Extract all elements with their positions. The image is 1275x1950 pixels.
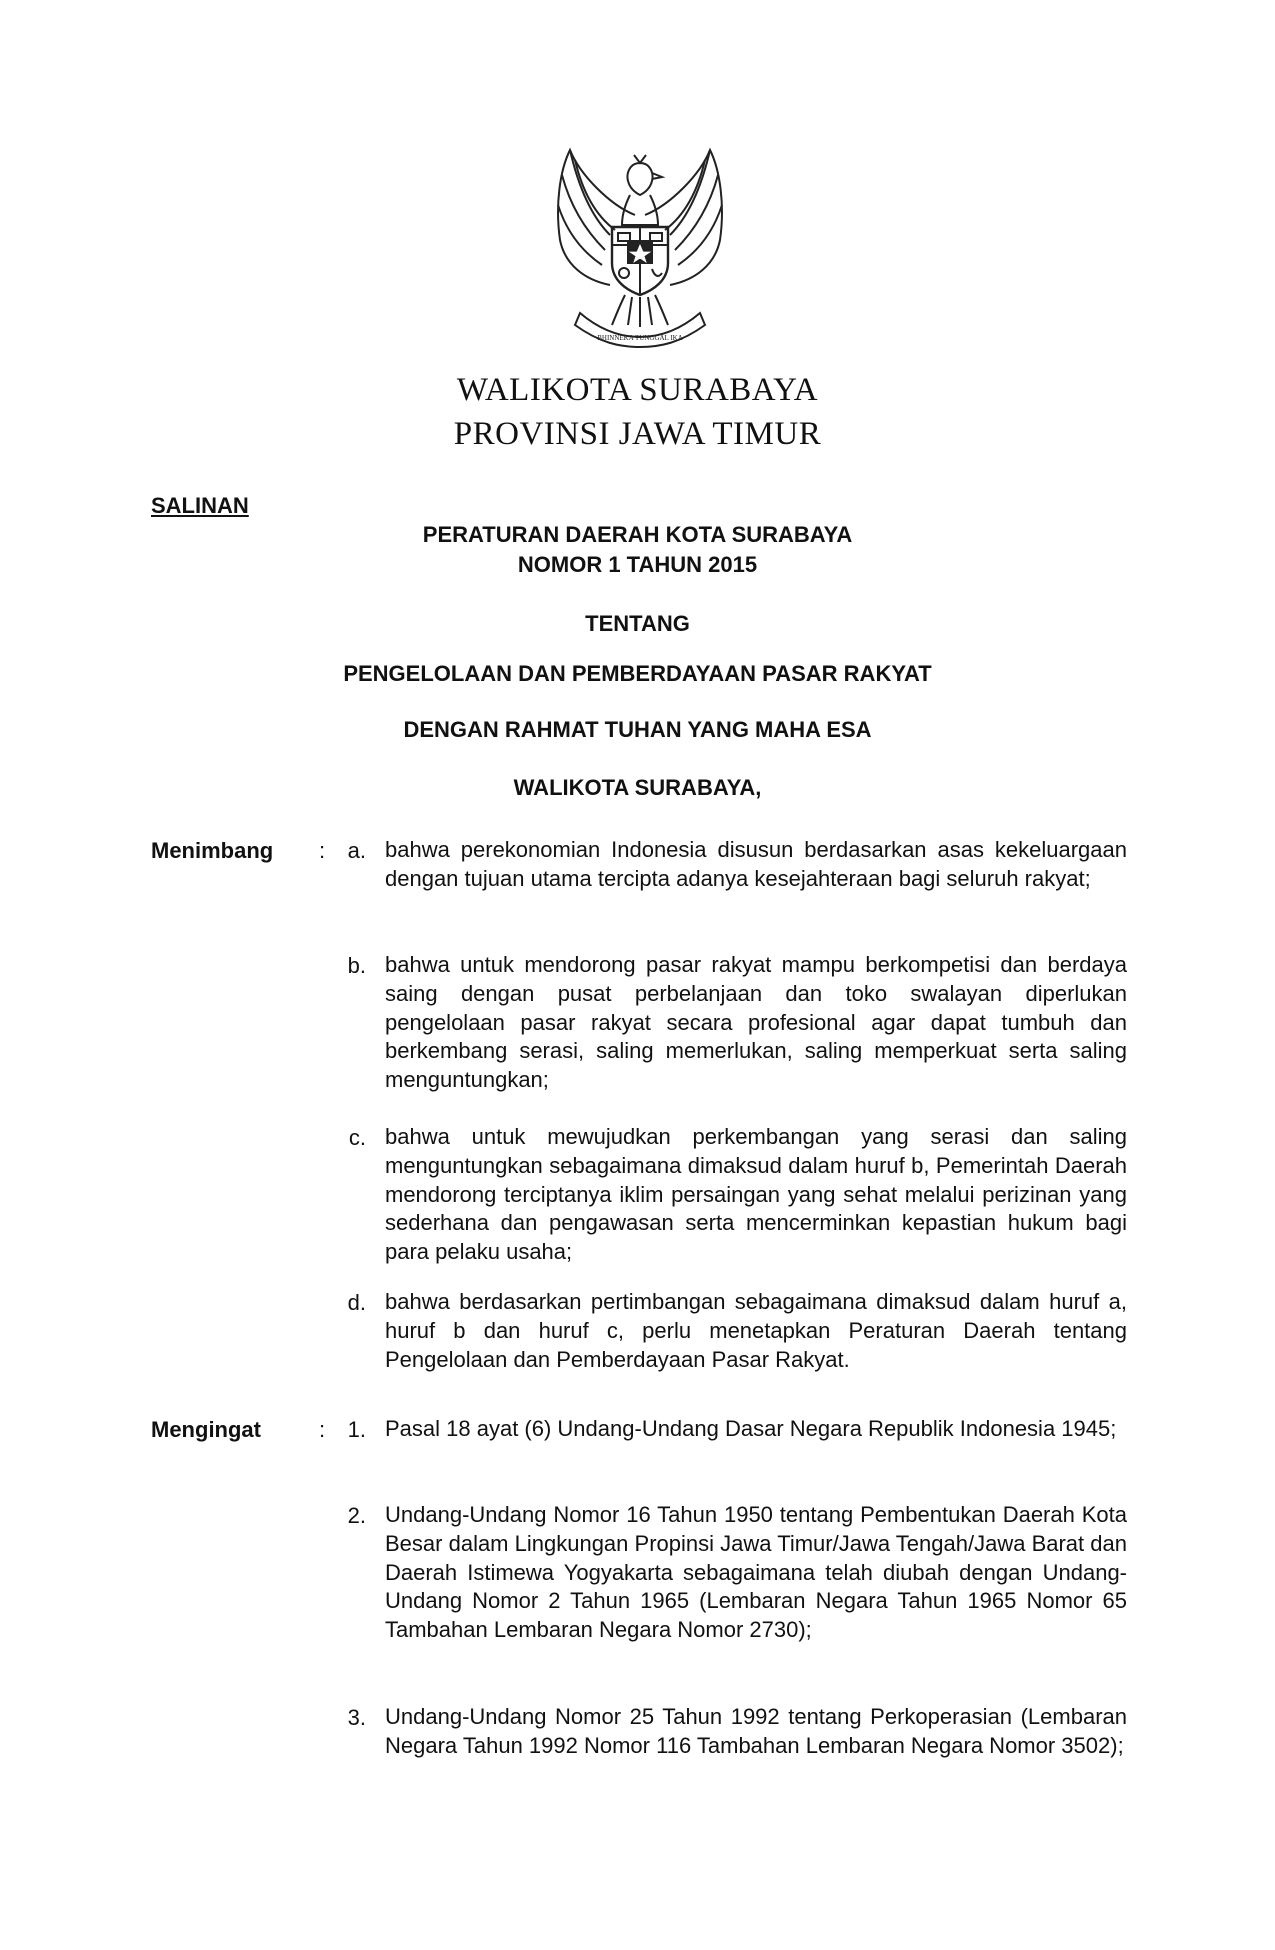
walikota-line: WALIKOTA SURABAYA, bbox=[513, 775, 762, 800]
tentang-label: TENTANG bbox=[585, 611, 690, 636]
menimbang-item-a: bahwa perekonomian Indonesia disusun berdasarkan asas kekeluargaan dengan tujuan utama tercipta adanya kesejahteraan bagi seluruh rakyat; bbox=[385, 837, 1127, 891]
menimbang-marker-c: c. bbox=[348, 1125, 366, 1150]
garuda-emblem-icon bbox=[540, 145, 740, 350]
header-subtitle: PROVINSI JAWA TIMUR bbox=[453, 416, 822, 452]
menimbang-item-c: bahwa untuk mewujudkan perkembangan yang serasi dan saling menguntungkan sebagaimana dimaksud dalam huruf b, Pemerintah Daerah mendorong terciptanya iklim persaingan yang sehat melalui perizinan yang sederhana dan pengawasan serta mencerminkan kepastian hukum bagi para pelaku usaha; bbox=[385, 1124, 1127, 1265]
mengingat-label: Mengingat bbox=[151, 1417, 261, 1442]
salinan-label: SALINAN bbox=[151, 493, 249, 518]
menimbang-marker-b: b. bbox=[347, 953, 366, 978]
menimbang-item-b: bahwa untuk mendorong pasar rakyat mampu berkompetisi dan berdaya saing dengan pusat perbelanjaan dan toko swalayan diperlukan pengelolaan pasar rakyat secara profesional agar dapat tumbuh dan berkembang serasi, saling memerlukan, saling memperkuat serta saling menguntungkan; bbox=[385, 952, 1127, 1093]
rahmat-line: DENGAN RAHMAT TUHAN YANG MAHA ESA bbox=[403, 717, 872, 742]
svg-text:BHINNEKA TUNGGAL IKA: BHINNEKA TUNGGAL IKA bbox=[597, 334, 683, 342]
mengingat-item-3: Undang-Undang Nomor 25 Tahun 1992 tentang Perkoperasian (Lembaran Negara Tahun 1992 Nomor 116 Tambahan Lembaran Negara Nomor 3502); bbox=[385, 1704, 1127, 1758]
mengingat-item-2: Undang-Undang Nomor 16 Tahun 1950 tentang Pembentukan Daerah Kota Besar dalam Lingkungan Propinsi Jawa Timur/Jawa Tengah/Jawa Barat dan Daerah Istimewa Yogyakarta sebagaimana telah diubah dengan Undang-Undang Nomor 2 Tahun 1965 (Lembaran Negara Tahun 1965 Nomor 65 Tambahan Lembaran Negara Nomor 2730); bbox=[385, 1502, 1127, 1643]
mengingat-item-1: Pasal 18 ayat (6) Undang-Undang Dasar Negara Republik Indonesia 1945; bbox=[385, 1416, 1117, 1441]
regulation-subject: PENGELOLAAN DAN PEMBERDAYAAN PASAR RAKYAT bbox=[343, 661, 932, 686]
menimbang-item-d: bahwa berdasarkan pertimbangan sebagaimana dimaksud dalam huruf a, huruf b dan huruf c, perlu menetapkan Peraturan Daerah tentang Pengelolaan dan Pemberdayaan Pasar Rakyat. bbox=[385, 1289, 1127, 1372]
mengingat-colon: : bbox=[319, 1417, 326, 1442]
menimbang-colon: : bbox=[319, 838, 326, 863]
regulation-title: PERATURAN DAERAH KOTA SURABAYA bbox=[422, 522, 853, 547]
mengingat-marker-3: 3. bbox=[347, 1705, 366, 1730]
mengingat-marker-2: 2. bbox=[347, 1503, 366, 1528]
header-title: WALIKOTA SURABAYA bbox=[456, 372, 819, 408]
menimbang-label: Menimbang bbox=[151, 838, 274, 863]
regulation-number: NOMOR 1 TAHUN 2015 bbox=[517, 552, 758, 577]
menimbang-marker-d: d. bbox=[347, 1290, 366, 1315]
menimbang-marker-a: a. bbox=[347, 838, 366, 863]
mengingat-marker-1: 1. bbox=[347, 1417, 366, 1442]
